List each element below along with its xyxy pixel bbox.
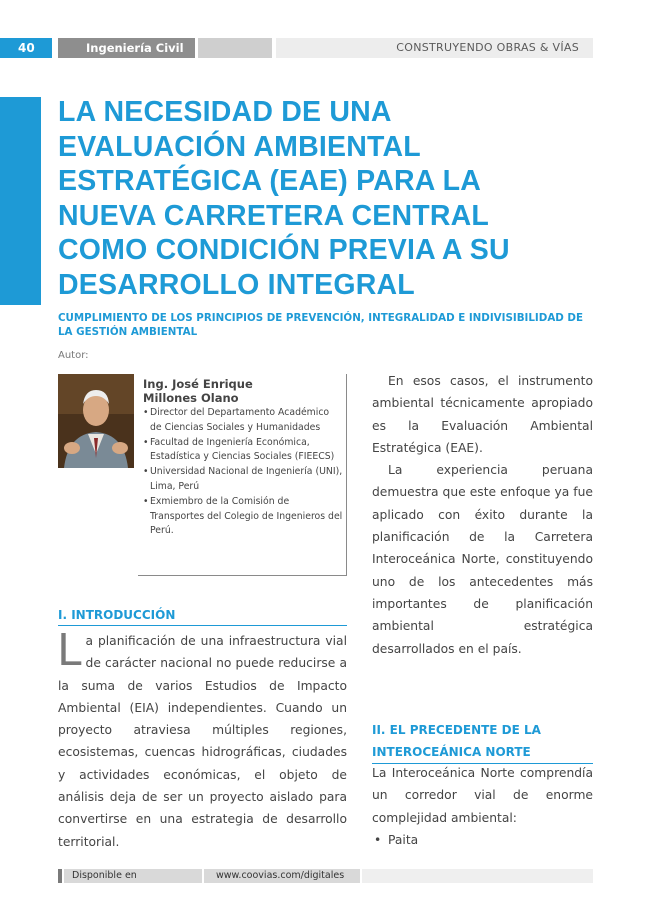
title-line: DESARROLLO INTEGRAL — [58, 268, 415, 301]
credential-item: • Exmiembro de la Comisión de Transportes del Colegio de Ingenieros del Perú. — [143, 495, 343, 539]
section-two-text — [372, 762, 593, 851]
author-photo — [58, 374, 134, 468]
title-line: LA NECESIDAD DE UNA — [58, 96, 392, 128]
intro-paragraph — [57, 625, 347, 853]
page-footer — [58, 869, 593, 883]
article-title — [58, 95, 603, 302]
credential-item: • Facultad de Ingeniería Económica, Estadística y Ciencias Sociales (FIEECS) — [143, 436, 343, 466]
body-paragraph: En esos casos, el instrumento ambiental técnicamente apropiado es la Evaluación Ambiental Estratégica (EAE). — [372, 374, 593, 455]
footer-url-link[interactable]: www.coovias.com/digitales — [204, 869, 360, 883]
footer-bar — [362, 869, 593, 883]
magazine-name: CONSTRUYENDO OBRAS & VÍAS — [276, 38, 593, 58]
title-line: ESTRATÉGICA (EAE) PARA LA — [58, 165, 481, 197]
author-label: Autor: — [58, 350, 89, 361]
intro-text: a planificación de una infraestructura vial de carácter nacional no puede reducirse a la suma de varios Estudios de Impacto Ambiental (EIA) independientes. Cuando un proyecto atraviesa múltiples regiones, ecosistemas, cuencas hidrográficas, ciudades y actividades económicas, el objeto de análisis deja de ser un proyecto aislado para convertirse en una estrategia de desarrollo territorial. — [58, 634, 347, 849]
drop-cap: L — [57, 625, 82, 676]
author-name: Ing. José Enrique Millones Olano — [143, 377, 253, 405]
section-label: Ingeniería Civil — [58, 38, 195, 58]
credential-item: • Universidad Nacional de Ingeniería (UNI), Lima, Perú — [143, 465, 343, 495]
article-subtitle: CUMPLIMIENTO DE LOS PRINCIPIOS DE PREVENCIÓN, INTEGRALIDAD E INDIVISIBILIDAD DE LA GESTIÓN AMBIENTAL — [58, 312, 583, 338]
title-line: EVALUACIÓN AMBIENTAL — [58, 130, 421, 163]
author-credentials — [143, 406, 343, 539]
author-portrait-image — [58, 374, 134, 468]
header-divider-bar — [198, 38, 272, 58]
page-number: 40 — [0, 38, 52, 58]
column-two-text — [372, 370, 593, 660]
section-heading-introduccion: I. INTRODUCCIÓN — [58, 608, 347, 626]
title-line: COMO CONDICIÓN PREVIA A SU — [58, 234, 510, 266]
body-paragraph: La Interoceánica Norte comprendía un corredor vial de enorme complejidad ambiental: — [372, 766, 593, 825]
bullet-list — [372, 829, 593, 851]
title-accent-bar — [0, 97, 41, 305]
bullet-item: • Paita — [372, 829, 593, 851]
credential-item: • Director del Departamento Académico de Ciencias Sociales y Humanidades — [143, 406, 343, 436]
footer-tick — [58, 869, 62, 883]
section-heading-precedente: II. EL PRECEDENTE DE LA INTEROCEÁNICA NORTE — [372, 719, 593, 764]
footer-available-label: Disponible en — [64, 869, 202, 883]
body-paragraph: La experiencia peruana demuestra que este enfoque ya fue aplicado con éxito durante la planificación de la Carretera Interoceánica Norte, constituyendo uno de los antecedentes más importantes de planificación ambiental estratégica desarrollados en el país. — [372, 463, 593, 656]
title-line: NUEVA CARRETERA CENTRAL — [58, 199, 490, 232]
page-header — [0, 38, 650, 58]
